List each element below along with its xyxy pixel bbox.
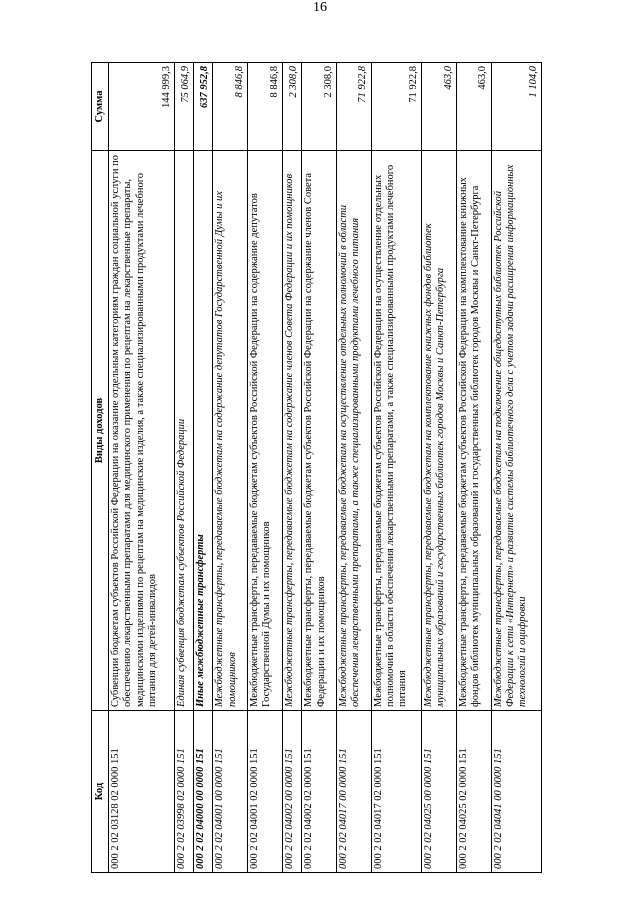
header-code: Код xyxy=(92,711,109,873)
table-row xyxy=(213,63,248,873)
header-desc: Виды доходов xyxy=(92,151,109,711)
amount-cell: 8 846,8 xyxy=(248,63,283,151)
code-cell: 000 2 02 04025 00 0000 151 xyxy=(422,711,457,873)
table-row xyxy=(282,63,301,873)
amount-cell: 71 922,8 xyxy=(336,63,371,151)
table-row xyxy=(174,63,193,873)
page-number: 16 xyxy=(313,0,327,15)
description-cell: Межбюджетные трансферты, передаваемые бюджетам субъектов Российской Федерации на осуществление отдельных полномочий в области обеспечения лекарственными препаратами, а также специализированными продуктами лечебного питания xyxy=(371,151,421,711)
description-cell: Субвенции бюджетам субъектов Российской Федерации на оказание отдельным категориям граждан социальной услуги по обеспечению лекарственными препаратами для медицинского применения по рецептам на лекарственные препараты, медицинскими изделиями по рецептам на медицинские изделия, а также специализированными продуктами лечебного питания для детей-инвалидов xyxy=(109,151,175,711)
code-cell: 000 2 02 04017 02 0000 151 xyxy=(371,711,421,873)
code-cell: 000 2 02 04002 02 0000 151 xyxy=(302,711,337,873)
code-cell: 000 2 02 03998 02 0000 151 xyxy=(174,711,193,873)
table-row xyxy=(422,63,457,873)
header-amount: Сумма xyxy=(92,63,109,151)
amount-cell: 75 064,9 xyxy=(174,63,193,151)
amount-cell: 144 999,3 xyxy=(109,63,175,151)
amount-cell: 8 846,8 xyxy=(213,63,248,151)
amount-cell: 2 308,0 xyxy=(302,63,337,151)
table-row xyxy=(456,63,491,873)
description-cell: Межбюджетные трансферты, передаваемые бюджетам субъектов Российской Федерации на содержание депутатов Государственной Думы и их помощников xyxy=(248,151,283,711)
table-row xyxy=(302,63,337,873)
description-cell: Единая субвенция бюджетам субъектов Российской Федерации xyxy=(174,151,193,711)
description-cell: Межбюджетные трансферты, передаваемые бюджетам на содержание депутатов Государственной Думы и их помощников xyxy=(213,151,248,711)
table-row xyxy=(194,63,213,873)
amount-cell: 637 952,8 xyxy=(194,63,213,151)
code-cell: 000 2 02 04025 02 0000 151 xyxy=(456,711,491,873)
table-row xyxy=(248,63,283,873)
revenue-table xyxy=(91,62,542,873)
amount-cell: 71 922,8 xyxy=(371,63,421,151)
table-row xyxy=(371,63,421,873)
code-cell: 000 2 02 04017 00 0000 151 xyxy=(336,711,371,873)
description-cell: Межбюджетные трансферты, передаваемые бюджетам на подключение общедоступных библиотек Российской Федерации к сети «Интернет» и развитие системы библиотечного дела с учетом задачи расширения информационных технологий и оцифровки xyxy=(491,151,541,711)
code-cell: 000 2 02 04041 00 0000 151 xyxy=(491,711,541,873)
table-body xyxy=(109,63,542,873)
amount-cell: 463,0 xyxy=(422,63,457,151)
description-cell: Межбюджетные трансферты, передаваемые бюджетам субъектов Российской Федерации на содержание членов Совета Федерации и их помощников xyxy=(302,151,337,711)
description-cell: Иные межбюджетные трансферты xyxy=(194,151,213,711)
amount-cell: 2 308,0 xyxy=(282,63,301,151)
rotated-table-container xyxy=(91,63,542,873)
description-cell: Межбюджетные трансферты, передаваемые бюджетам субъектов Российской Федерации на комплектование книжных фондов библиотек муниципальных образований и государственных библиотек городов Москвы и Санкт-Петербурга xyxy=(456,151,491,711)
description-cell: Межбюджетные трансферты, передаваемые бюджетам на содержание членов Совета Федерации и их помощников xyxy=(282,151,301,711)
table-row xyxy=(336,63,371,873)
code-cell: 000 2 02 04002 00 0000 151 xyxy=(282,711,301,873)
code-cell: 000 2 02 04000 00 0000 151 xyxy=(194,711,213,873)
code-cell: 000 2 02 04001 02 0000 151 xyxy=(248,711,283,873)
table-row xyxy=(109,63,175,873)
amount-cell: 1 104,0 xyxy=(491,63,541,151)
description-cell: Межбюджетные трансферты, передаваемые бюджетам на комплектование книжных фондов библиотек муниципальных образований и государственных библиотек городов Москвы и Санкт-Петербурга xyxy=(422,151,457,711)
amount-cell: 463,0 xyxy=(456,63,491,151)
description-cell: Межбюджетные трансферты, передаваемые бюджетам на осуществление отдельных полномочий в области обеспечения лекарственными препаратами, а также специализированными продуктами лечебного питания xyxy=(336,151,371,711)
code-cell: 000 2 02 03128 02 0000 151 xyxy=(109,711,175,873)
table-row xyxy=(491,63,541,873)
table-header-row xyxy=(92,63,109,873)
code-cell: 000 2 02 04001 00 0000 151 xyxy=(213,711,248,873)
